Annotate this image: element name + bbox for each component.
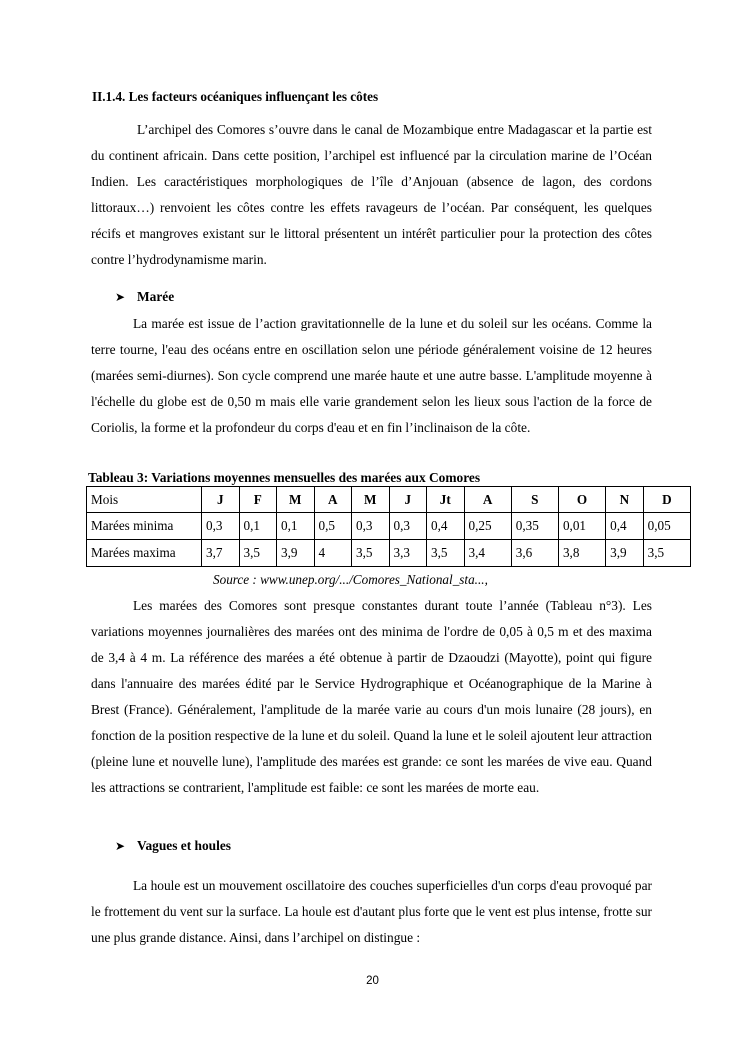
bullet-label: Vagues et houles (137, 838, 231, 853)
month-cell: O (558, 487, 605, 513)
value-cell: 0,25 (464, 513, 511, 540)
month-cell: M (277, 487, 315, 513)
value-cell: 4 (314, 540, 352, 567)
value-cell: 0,3 (389, 513, 427, 540)
row-label-cell: Marées minima (87, 513, 202, 540)
value-cell: 3,7 (202, 540, 240, 567)
table-source: Source : www.unep.org/.../Comores_National_sta..., (213, 572, 488, 587)
arrowhead-bullet-icon: ➤ (115, 290, 126, 304)
month-cell: A (314, 487, 352, 513)
paragraph-marees-comores (91, 593, 652, 801)
month-cell: Jt (427, 487, 465, 513)
month-cell: D (643, 487, 690, 513)
value-cell: 0,3 (202, 513, 240, 540)
month-cell: A (464, 487, 511, 513)
month-cell: S (511, 487, 558, 513)
table-row-maxima (87, 540, 691, 567)
paragraph-archipel (91, 117, 652, 273)
value-cell: 3,9 (606, 540, 644, 567)
arrowhead-bullet-icon: ➤ (115, 839, 126, 853)
value-cell: 0,05 (643, 513, 690, 540)
value-cell: 3,9 (277, 540, 315, 567)
value-cell: 3,6 (511, 540, 558, 567)
value-cell: 3,5 (643, 540, 690, 567)
value-cell: 3,4 (464, 540, 511, 567)
paragraph-text: L’archipel des Comores s’ouvre dans le canal de Mozambique entre Madagascar et la partie est du continent africain. Dans cette position, l’archipel est influencé par la circulation marine de l’Océan Indien. Les caractéristiques morphologiques de l’île d’Anjouan (absence de lagon, des cordons littoraux…) renvoient les côtes contre les effets ravageurs de l’océan. Par conséquent, les quelques récifs et mangroves existant sur le littoral présentent un intérêt particulier pour la protection des côtes contre l’hydrodynamisme marin. (91, 122, 652, 267)
table-row-minima (87, 513, 691, 540)
value-cell: 3,8 (558, 540, 605, 567)
value-cell: 0,5 (314, 513, 352, 540)
value-cell: 0,01 (558, 513, 605, 540)
paragraph-text: La houle est un mouvement oscillatoire des couches superficielles d'un corps d'eau provoqué par le frottement du vent sur la surface. La houle est d'autant plus forte que le vent est plus intense, frotte sur une plus grande distance. Ainsi, dans l’archipel on distingue : (91, 878, 652, 945)
tides-table (86, 486, 691, 567)
value-cell: 3,5 (427, 540, 465, 567)
bullet-vagues (115, 838, 231, 854)
table-caption: Tableau 3: Variations moyennes mensuelles des marées aux Comores (88, 470, 481, 485)
month-cell: F (239, 487, 277, 513)
paragraph-text: La marée est issue de l’action gravitationnelle de la lune et du soleil sur les océans. Comme la terre tourne, l'eau des océans entre en oscillation selon une période généralement voisine de 12 heures (marées semi-diurnes). Son cycle comprend une marée haute et une autre basse. L'amplitude moyenne à l'échelle du globe est de 0,50 m mais elle varie grandement selon les lieux sous l'action de la force de Coriolis, la forme et la profondeur du corps d'eau et en fin l’inclinaison de la côte. (91, 316, 652, 435)
row-label-cell: Marées maxima (87, 540, 202, 567)
value-cell: 0,35 (511, 513, 558, 540)
value-cell: 0,3 (352, 513, 390, 540)
value-cell: 3,5 (239, 540, 277, 567)
value-cell: 0,1 (239, 513, 277, 540)
value-cell: 0,4 (606, 513, 644, 540)
bullet-maree (115, 289, 174, 305)
bullet-label: Marée (137, 289, 175, 304)
table-header-row (87, 487, 691, 513)
month-cell: J (389, 487, 427, 513)
paragraph-maree (91, 311, 652, 441)
value-cell: 0,4 (427, 513, 465, 540)
page-number: 20 (366, 975, 379, 987)
month-cell: J (202, 487, 240, 513)
value-cell: 3,5 (352, 540, 390, 567)
month-cell: M (352, 487, 390, 513)
month-cell: N (606, 487, 644, 513)
paragraph-text: Les marées des Comores sont presque constantes durant toute l’année (Tableau n°3). Les variations moyennes journalières des marées ont des minima de l'ordre de 0,05 à 0,5 m et des maxima de 3,4 à 4 m. La référence des marées a été obtenue à partir de Dzaoudzi (Mayotte), point qui figure dans l'annuaire des marées édité par le Service Hydrographique et Océanographique de la Marine à Brest (France). Généralement, l'amplitude de la marée varie au cours d'un mois lunaire (28 jours), en fonction de la position respective de la lune et du soleil. Quand la lune et le soleil ajoutent leur attraction (pleine lune et nouvelle lune), l'amplitude des marées est grande: ce sont les marées de vive eau. Quand les attractions se contrarient, l'amplitude est faible: ce sont les marées de morte eau. (91, 598, 652, 795)
value-cell: 0,1 (277, 513, 315, 540)
value-cell: 3,3 (389, 540, 427, 567)
section-heading: II.1.4. Les facteurs océaniques influençant les côtes (92, 89, 379, 104)
paragraph-houle (91, 873, 652, 951)
header-label-cell: Mois (87, 487, 202, 513)
